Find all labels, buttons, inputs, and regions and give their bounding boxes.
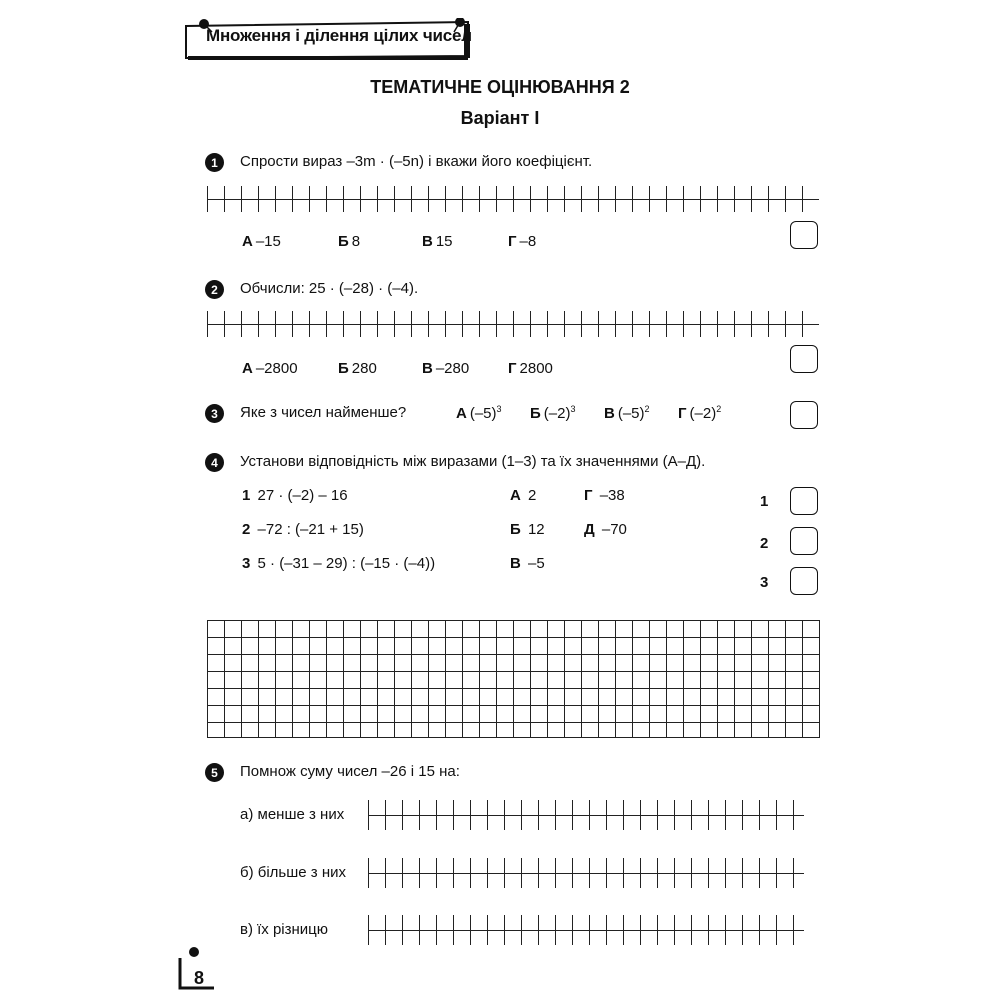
variant-title: Варіант І: [460, 108, 540, 128]
option-a[interactable]: А $(-5)^3$: [456, 404, 502, 422]
answer-box-1[interactable]: [790, 221, 818, 249]
expression-1: 1 27 · (–2) – 16: [242, 487, 348, 504]
question-4-text: Установи відповідність між виразами (1–3) та їх значеннями (А–Д).: [240, 453, 706, 470]
option-g[interactable]: Г $(-2)^2$: [678, 404, 722, 422]
page-title: ТЕМАТИЧНЕ ОЦІНЮВАННЯ 2: [370, 77, 630, 97]
part-v-label: в) їх різницю: [240, 921, 329, 938]
part-a-label: а) менше з них: [240, 806, 345, 823]
question-number-2: 2: [205, 280, 224, 299]
question-2-text: Обчисли: 25 · (–28) · (–4).: [240, 280, 419, 297]
match-label-1: 1: [760, 493, 769, 510]
value-a: А 2: [510, 487, 537, 504]
option-g[interactable]: Г 2800: [508, 360, 553, 377]
page-number: 8: [194, 968, 205, 988]
option-a[interactable]: А –15: [242, 233, 281, 250]
option-a[interactable]: А –2800: [242, 360, 298, 377]
expression-2: 2 –72 : (–21 + 15): [242, 521, 364, 538]
option-v[interactable]: В –280: [422, 360, 470, 377]
question-number-4: 4: [205, 453, 224, 472]
answer-box-3[interactable]: [790, 401, 818, 429]
option-b[interactable]: Б 8: [338, 233, 361, 250]
header-title: Множення і ділення цілих чисел: [206, 26, 472, 45]
match-box-1[interactable]: [790, 487, 818, 515]
value-v: В –5: [510, 555, 545, 572]
question-1-text: Спрости вираз –3m · (–5n) і вкажи його коефіцієнт.: [240, 153, 593, 170]
option-b[interactable]: Б $(-2)^3$: [530, 404, 576, 422]
question-3-text: Яке з чисел найменше?: [240, 404, 407, 421]
grid-line: [368, 873, 804, 874]
match-box-2[interactable]: [790, 527, 818, 555]
option-b[interactable]: Б 280: [338, 360, 377, 377]
option-v[interactable]: В 15: [422, 233, 453, 250]
work-grid[interactable]: [207, 620, 820, 738]
value-d: Д –70: [584, 521, 627, 538]
question-number-3: 3: [205, 404, 224, 423]
grid-line: [207, 199, 819, 200]
option-g[interactable]: Г –8: [508, 233, 537, 250]
question-number-5: 5: [205, 763, 224, 782]
match-box-3[interactable]: [790, 567, 818, 595]
grid-line: [207, 324, 819, 325]
value-g: Г –38: [584, 487, 625, 504]
match-label-3: 3: [760, 574, 769, 591]
expression-3: 3 5 · (–31 – 29) : (–15 · (–4)): [242, 555, 436, 572]
match-label-2: 2: [760, 535, 769, 552]
question-5-text: Помнож суму чисел –26 і 15 на:: [240, 763, 460, 780]
part-b-label: б) більше з них: [240, 864, 346, 881]
grid-line: [368, 930, 804, 931]
value-b: Б 12: [510, 521, 545, 538]
question-number-1: 1: [205, 153, 224, 172]
option-v[interactable]: В $(-5)^2$: [604, 404, 650, 422]
answer-box-2[interactable]: [790, 345, 818, 373]
grid-line: [368, 815, 804, 816]
